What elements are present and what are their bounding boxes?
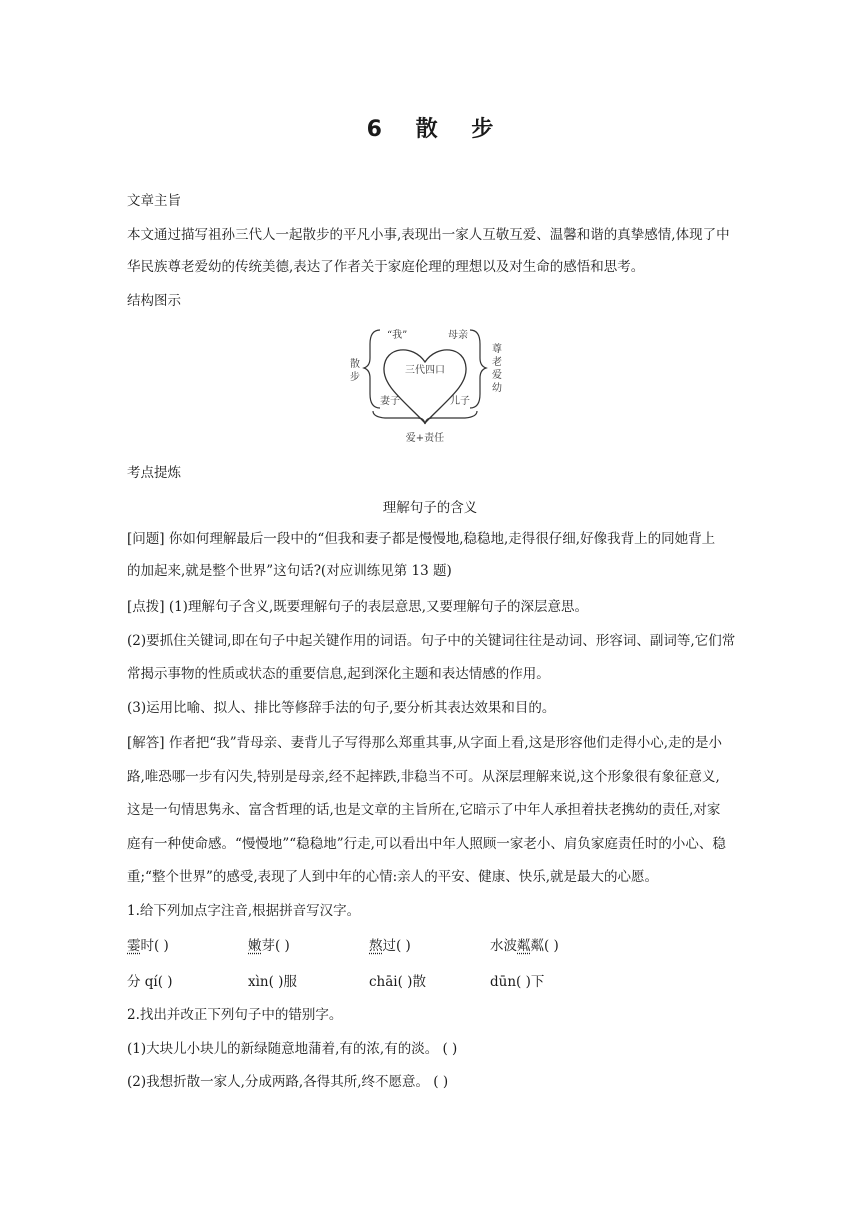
exercise-1-item-5[interactable]: 分 qí( )	[127, 974, 173, 990]
bottom-brace	[373, 411, 477, 424]
label-center: 三代四口	[405, 365, 445, 376]
exercise-1-item-3[interactable]: 熬过( )	[369, 938, 411, 954]
answer-line-4: 庭有一种使命感。“慢慢地”“稳稳地”行走,可以看出中年人照顾一家老小、肩负家庭责任时的小心、稳	[127, 836, 726, 852]
theme-heading: 文章主旨	[127, 193, 181, 209]
tip-line-2: (2)要抓住关键词,即在句子中起关键作用的词语。句子中的关键词往往是动词、形容词、副词等,它们常	[127, 633, 736, 649]
exercise-2-heading: 2.找出并改正下列句子中的错别字。	[127, 1007, 343, 1023]
title-char-1: 散	[415, 117, 438, 142]
label-son: 儿子	[450, 396, 470, 407]
label-bottom: 爱+责任	[405, 433, 445, 444]
answer-line-1: [解答] 作者把“我”背母亲、妻背儿子写得那么郑重其事,从字面上看,这是形容他们走得小心,走的是小	[127, 735, 723, 751]
theme-line-2: 华民族尊老爱幼的传统美德,表达了作者关于家庭伦理的理想以及对生命的感悟和思考。	[127, 259, 645, 275]
structure-diagram	[340, 318, 510, 448]
left-brace	[364, 330, 380, 408]
points-subheading: 理解句子的含义	[382, 500, 478, 516]
answer-line-5: 重;“整个世界”的感受,表现了人到中年的心情:亲人的平安、健康、快乐,就是最大的心愿。	[127, 869, 658, 885]
points-heading: 考点提炼	[127, 465, 181, 481]
exercise-1-heading: 1.给下列加点字注音,根据拼音写汉字。	[127, 903, 361, 919]
exercise-1-item-4[interactable]: 水波粼粼( )	[490, 938, 559, 954]
theme-line-1: 本文通过描写祖孙三代人一起散步的平凡小事,表现出一家人互敬互爱、温馨和谐的真挚感情,体现了中	[127, 227, 730, 243]
title-char-2: 步	[471, 117, 494, 142]
structure-heading: 结构图示	[127, 293, 181, 309]
right-brace	[470, 330, 486, 408]
tip-line-4: (3)运用比喻、拟人、排比等修辞手法的句子,要分析其表达效果和目的。	[127, 700, 556, 716]
tip-line-1: [点拨] (1)理解句子含义,既要理解句子的表层意思,又要理解句子的深层意思。	[127, 599, 589, 615]
question-line-2: 的加起来,就是整个世界”这句话?(对应训练见第 13 题)	[127, 563, 452, 579]
answer-line-2: 路,唯恐哪一步有闪失,特别是母亲,经不起摔跌,非稳当不可。从深层理解来说,这个形象很有象征意义,	[127, 769, 720, 785]
exercise-1-item-1[interactable]: 霎时( )	[127, 938, 169, 954]
answer-line-3: 这是一句情思隽永、富含哲理的话,也是文章的主旨所在,它暗示了中年人承担着扶老携幼的责任,对家	[127, 802, 721, 818]
exercise-2-sentence-2[interactable]: (2)我想折散一家人,分成两路,各得其所,终不愿意。 ( )	[127, 1074, 449, 1090]
page-title	[0, 112, 860, 143]
heart-shape	[384, 350, 466, 423]
tip-line-3: 常揭示事物的性质或状态的重要信息,起到深化主题和表达情感的作用。	[127, 666, 550, 682]
exercise-1-item-8[interactable]: dūn( )下	[490, 974, 545, 990]
label-wife: 妻子	[380, 396, 400, 407]
label-me: “我”	[387, 330, 408, 341]
question-line-1: [问题] 你如何理解最后一段中的“但我和妻子都是慢慢地,稳稳地,走得很仔细,好像我背上的同她背上	[127, 531, 716, 547]
lesson-number: 6	[366, 117, 382, 142]
exercise-1-item-7[interactable]: chāi( )散	[369, 974, 426, 990]
label-left-vertical: 散 步	[350, 359, 360, 383]
exercise-2-sentence-1[interactable]: (1)大块儿小块儿的新绿随意地蒲着,有的浓,有的淡。 ( )	[127, 1041, 458, 1057]
exercise-1-item-6[interactable]: xìn( )服	[248, 974, 297, 990]
label-mother: 母亲	[448, 330, 468, 341]
label-right-vertical: 尊 老 爱 幼	[492, 344, 502, 394]
exercise-1-item-2[interactable]: 嫩芽( )	[248, 938, 290, 954]
